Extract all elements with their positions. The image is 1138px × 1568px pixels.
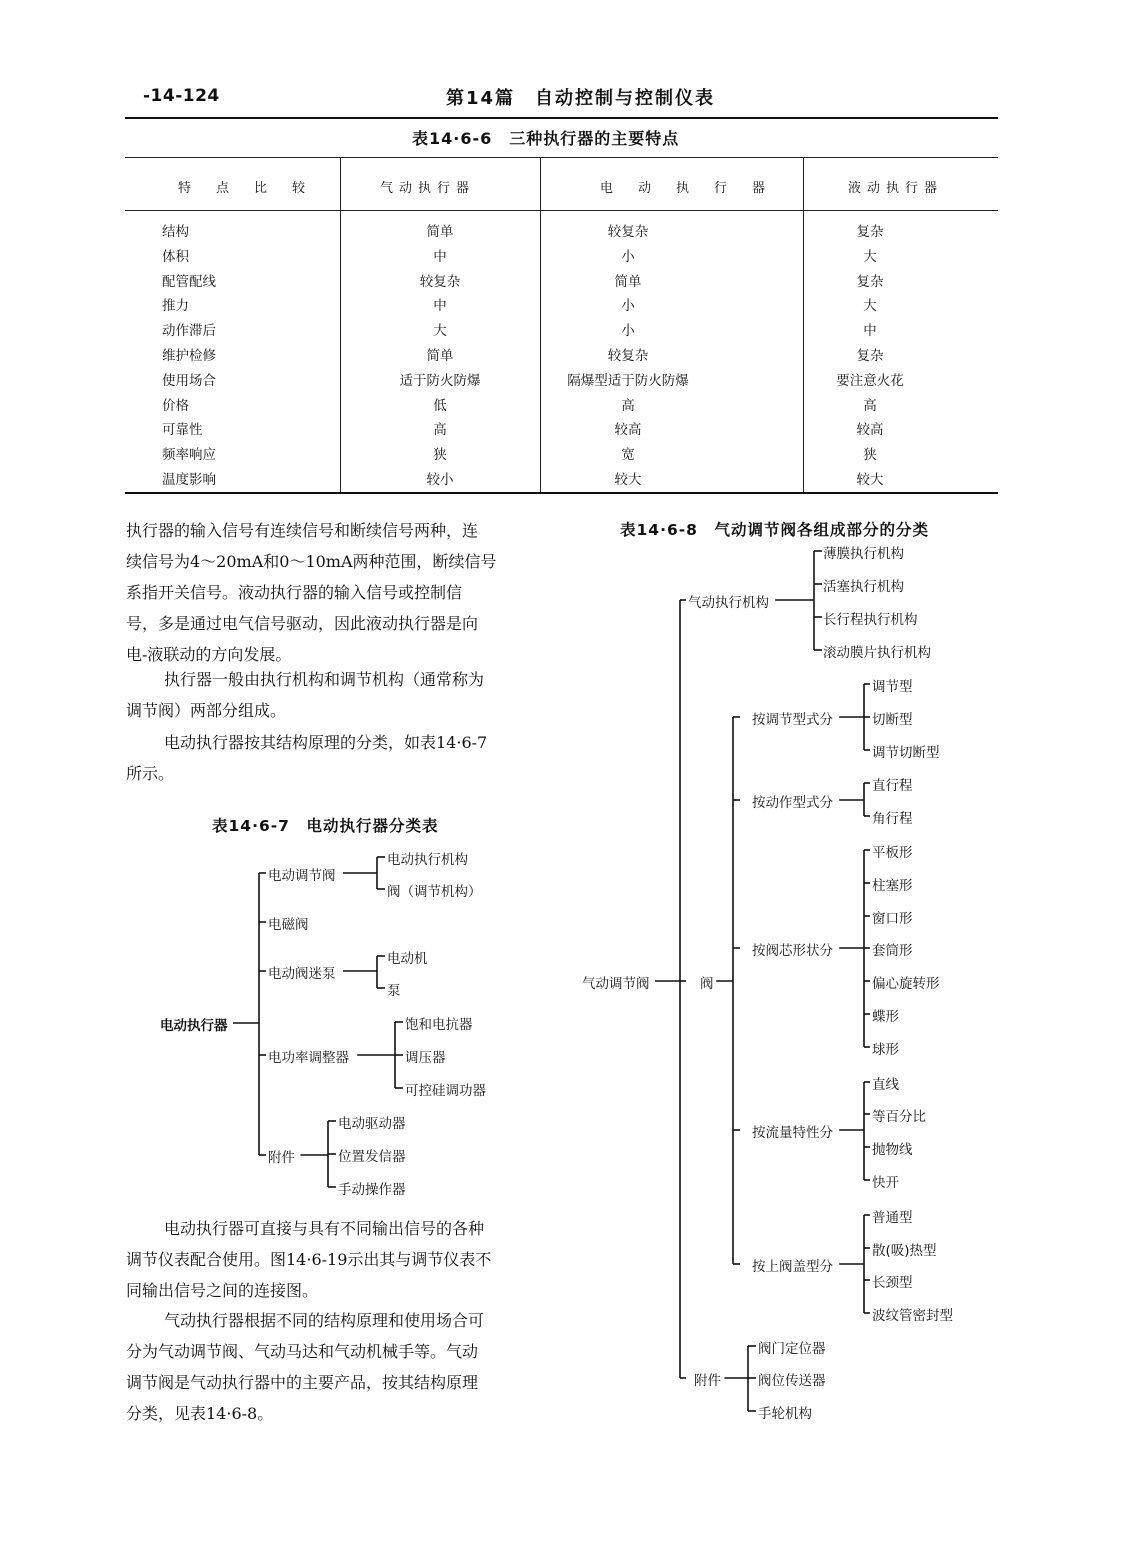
text-line: 电动执行器可直接与具有不同输出信号的各种 — [164, 1219, 485, 1238]
tree2-leaf: 位置发信器 — [338, 1149, 406, 1165]
table1-cell: 简单 — [426, 224, 454, 240]
text-line: 执行器的输入信号有连续信号和断续信号两种，连 — [126, 521, 479, 540]
table1-cell: 中 — [433, 298, 447, 315]
tree2-node: 电功率调整器 — [268, 1050, 349, 1066]
table1-title: 表14·6-6 三种执行器的主要特点 — [412, 129, 680, 148]
table1-cell: 狭 — [863, 447, 877, 464]
text-line: 续信号为4～20mA和0～10mA两种范围，断续信号 — [126, 552, 497, 571]
table1-cell: 较高 — [856, 422, 884, 439]
tree3-leaf: 手轮机构 — [758, 1406, 812, 1422]
table1-cell: 复杂 — [856, 348, 884, 364]
table1-cell: 高 — [433, 422, 447, 439]
tree3-leaf: 普通型 — [872, 1210, 913, 1226]
tree3-leaf: 平板形 — [872, 845, 913, 861]
tree3-leaf: 窗口形 — [872, 911, 913, 927]
table1-cell: 简单 — [426, 348, 454, 364]
table1-row-label: 动作滞后 — [162, 323, 216, 340]
table1-header-hydraulic: 液动执行器 — [848, 181, 944, 196]
table1-cell: 大 — [863, 298, 877, 315]
tree3-leaf: 直行程 — [872, 778, 913, 794]
tree3-leaf: 球形 — [872, 1042, 899, 1058]
tree3-leaf: 长行程执行机构 — [823, 612, 918, 628]
tree3-node: 阀 — [700, 976, 714, 992]
tree3-leaf: 蝶形 — [872, 1009, 899, 1025]
table1-header-pneumatic: 气动执行器 — [380, 181, 476, 196]
table1-cell: 复杂 — [856, 273, 884, 290]
table1-row-label: 维护检修 — [162, 348, 216, 364]
tree3-leaf: 柱塞形 — [872, 878, 913, 894]
tree3-leaf: 调节型 — [872, 679, 913, 695]
text-line: 气动执行器根据不同的结构原理和使用场合可 — [164, 1311, 485, 1330]
table1-row-label: 温度影响 — [162, 472, 216, 488]
text-line: 调节阀）两部分组成。 — [126, 701, 287, 720]
text-line: 电动执行器按其结构原理的分类，如表14·6-7 — [164, 733, 488, 752]
table1-cell: 要注意火花 — [836, 372, 904, 389]
table1-row-label: 配管配线 — [162, 273, 216, 290]
table3-title: 表14·6-8 气动调节阀各组成部分的分类 — [620, 521, 929, 539]
tree2-leaf: 电动驱动器 — [338, 1116, 406, 1132]
tree2-leaf: 调压器 — [405, 1050, 446, 1066]
tree2-leaf: 可控硅调功器 — [405, 1083, 486, 1099]
text-line: 所示。 — [126, 764, 175, 783]
tree3-root: 气动调节阀 — [582, 976, 650, 992]
tree3-leaf: 快开 — [872, 1175, 899, 1191]
tree2-node: 附件 — [268, 1150, 295, 1166]
table1-cell: 较小 — [426, 472, 454, 488]
tree2-leaf: 电动执行机构 — [387, 852, 468, 868]
page-number: -14-124 — [143, 86, 220, 106]
table1-cell: 较高 — [614, 422, 642, 439]
table1-cell: 小 — [621, 323, 635, 340]
table1-row-label: 推力 — [162, 298, 189, 315]
tree3-node: 附件 — [694, 1373, 721, 1389]
table1-header-electric: 电 动 执 行 器 — [600, 181, 772, 196]
table1-cell: 高 — [621, 397, 635, 414]
table1-cell: 较复杂 — [419, 273, 461, 290]
text-line: 执行器一般由执行机构和调节机构（通常称为 — [164, 670, 485, 689]
tree3-leaf: 散(吸)热型 — [872, 1243, 937, 1259]
table1-cell: 中 — [433, 248, 447, 265]
tree3-node: 按流量特性分 — [752, 1125, 833, 1141]
table1-row-label: 可靠性 — [162, 422, 203, 439]
table1-cell: 简单 — [614, 273, 642, 290]
table1-cell: 复杂 — [856, 224, 884, 240]
table1-cell: 较大 — [856, 472, 884, 488]
text-line: 号，多是通过电气信号驱动，因此液动执行器是向 — [126, 614, 479, 633]
text-line: 分类，见表14·6-8。 — [126, 1404, 274, 1423]
tree3-leaf: 长颈型 — [872, 1275, 913, 1291]
tree2-leaf: 泵 — [387, 983, 401, 999]
tree3-leaf: 调节切断型 — [872, 745, 940, 761]
tree3-leaf: 阀位传送器 — [758, 1373, 826, 1389]
text-line: 系指开关信号。液动执行器的输入信号或控制信 — [126, 583, 463, 602]
tree3-leaf: 角行程 — [872, 811, 913, 827]
tree2-leaf: 电动机 — [387, 951, 428, 967]
tree3-leaf: 阀门定位器 — [758, 1341, 826, 1357]
table1-cell: 较大 — [614, 472, 642, 488]
tree3-leaf: 抛物线 — [872, 1142, 913, 1158]
tree3-leaf: 等百分比 — [872, 1109, 926, 1125]
tree3-node: 气动执行机构 — [688, 595, 769, 611]
table1-cell: 隔爆型适于防火防爆 — [567, 372, 689, 389]
tree2-node: 电动调节阀 — [268, 868, 336, 884]
text-line: 分为气动调节阀、气动马达和气动机械手等。气动 — [126, 1342, 479, 1361]
table1-cell: 大 — [863, 248, 877, 265]
tree3-leaf: 薄膜执行机构 — [823, 546, 904, 562]
table2-title: 表14·6-7 电动执行器分类表 — [212, 817, 439, 835]
table1-cell: 大 — [433, 323, 447, 340]
tree3-node: 按上阀盖型分 — [752, 1259, 833, 1275]
table1-cell: 狭 — [433, 447, 447, 464]
tree3-node: 按动作型式分 — [752, 795, 833, 811]
text-line: 调节阀是气动执行器中的主要产品，按其结构原理 — [126, 1373, 479, 1392]
tree2-node: 电动阀迷泵 — [268, 966, 336, 982]
tree2-node: 电磁阀 — [268, 917, 309, 933]
tree3-leaf: 滚动膜片执行机构 — [823, 645, 931, 661]
text-line: 调节仪表配合使用。图14·6-19示出其与调节仪表不 — [126, 1250, 492, 1269]
table1-header-feature: 特 点 比 较 — [178, 181, 312, 196]
table1-row-label: 结构 — [162, 224, 189, 240]
table1-cell: 中 — [863, 323, 877, 340]
tree3-leaf: 直线 — [872, 1077, 899, 1093]
tree3-leaf: 切断型 — [872, 712, 913, 728]
tree2-leaf: 阀（调节机构） — [387, 884, 482, 900]
tree2-root: 电动执行器 — [160, 1018, 228, 1034]
tree3-leaf: 波纹管密封型 — [872, 1308, 953, 1324]
table1-cell: 小 — [621, 298, 635, 315]
tree3-node: 按调节型式分 — [752, 712, 833, 728]
text-line: 同输出信号之间的连接图。 — [126, 1281, 319, 1300]
table1-cell: 高 — [863, 397, 877, 414]
table1-row-label: 使用场合 — [162, 372, 216, 389]
table1-cell: 适于防火防爆 — [399, 372, 481, 389]
tree3-node: 按阀芯形状分 — [752, 943, 833, 959]
chapter-title: 第14篇 自动控制与控制仪表 — [446, 88, 716, 109]
text-line: 电-液联动的方向发展。 — [126, 645, 292, 664]
tree3-leaf: 套筒形 — [872, 943, 913, 959]
table1-cell: 较复杂 — [607, 348, 649, 364]
tree2-leaf: 饱和电抗器 — [405, 1017, 473, 1033]
table1-cell: 低 — [433, 397, 447, 414]
table1-row-label: 频率响应 — [162, 447, 216, 464]
table1-cell: 宽 — [621, 447, 635, 464]
tree2-leaf: 手动操作器 — [338, 1182, 406, 1198]
table1-row-label: 体积 — [162, 248, 189, 265]
tree3-leaf: 偏心旋转形 — [872, 976, 940, 992]
table1-cell: 较复杂 — [607, 224, 649, 240]
table1-row-label: 价格 — [162, 397, 189, 414]
tree3-leaf: 活塞执行机构 — [823, 579, 904, 595]
table1-cell: 小 — [621, 248, 635, 265]
